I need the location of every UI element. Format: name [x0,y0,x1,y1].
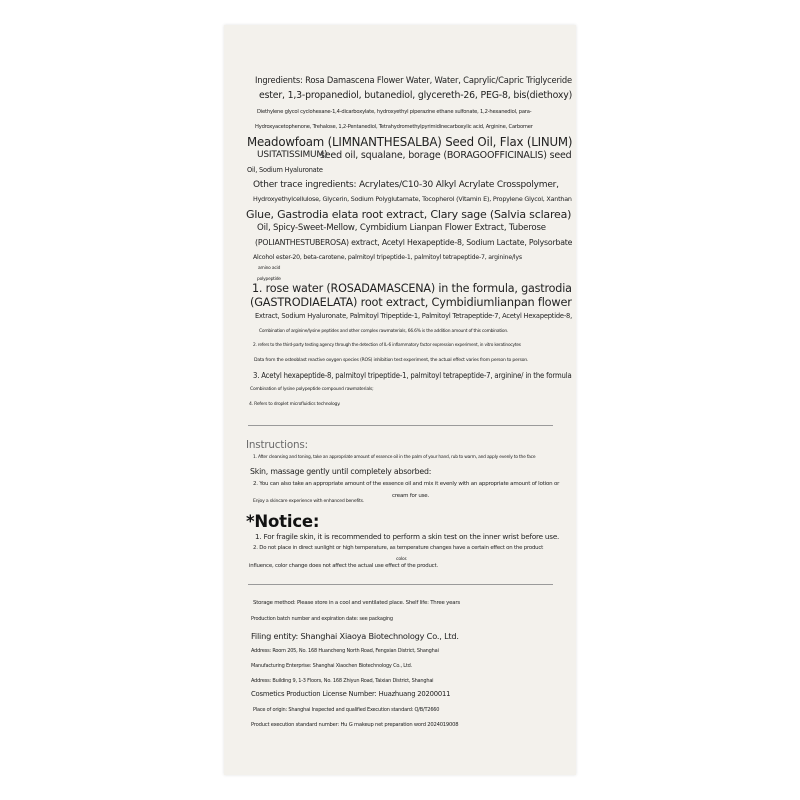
note-3-line-a: 3. Acetyl hexapeptide-8, palmitoyl tripeptide-1, palmitoyl tetrapeptide-7, arginine/ in the formula [253,371,572,380]
ingredients-line-4: Hydroxyacetophenone, Trehalose, 1,2-Pentanediol, Tetrahydromethylpyrimidinecarboxylic acid, Arginine, Carbomer [255,124,533,130]
ingredients-line-8: Other trace ingredients: Acrylates/C10-30 Alkyl Acrylate Crosspolymer, [253,180,559,190]
divider [248,584,553,585]
place-of-origin: Place of origin: Shanghai Inspected and qualified Execution standard: Q/B/T2660 [253,707,440,713]
ingredients-line-6a: USITATISSIMUM) [257,150,328,160]
instruction-2-line-b: cream for use. [392,493,430,499]
ingredients-line-2: ester, 1,3-propanediol, butanediol, glycereth-26, PEG-8, bis(diethoxy) [259,90,573,101]
ingredients-line-11: Oil, Spicy-Sweet-Mellow, Cymbidium Lianpan Flower Extract, Tuberose [257,223,546,233]
license-number: Cosmetics Production License Number: Huazhuang 20200011 [251,690,451,698]
ingredients-line-6b: seed oil, squalane, borage (BORAGOOFFICINALIS) seed [320,150,572,161]
instruction-2-line-a: 2. You can also take an appropriate amount of the essence oil and mix it evenly with an appropriate amount of lotion or [253,481,560,487]
ingredients-line-14: amino acid [258,266,281,271]
notice-3: influence, color change does not affect the actual use effect of the product. [249,563,438,569]
notice-1: 1. For fragile skin, it is recommended to perform a skin test on the inner wrist before use. [255,532,560,541]
filing-address: Address: Room 205, No. 168 Huancheng North Road, Fengxian District, Shanghai [251,648,439,654]
ingredients-line-3: Diethylene glycol cyclohexane-1,4-dicarboxylate, hydroxyethyl piperazine ethane sulfonate, 1,2-hexanediol, para- [257,109,532,115]
notice-2: 2. Do not place in direct sunlight or high temperature, as temperature changes have a certain effect on the product [253,545,544,551]
instruction-1-line-b: Skin, massage gently until completely absorbed: [250,467,432,476]
filing-entity: Filing entity: Shanghai Xiaoya Biotechnology Co., Ltd. [251,631,459,641]
notice-2-continued: color. [396,557,408,562]
note-1-line-d: Combination of arginine/lysine peptides and other complex rawmaterials, 66.6% is the addition amount of this combination. [259,329,509,334]
manufacturer-address: Address: Building 9, 1-3 Floors, No. 168 Zhiyun Road, Taixian District, Shanghai [251,678,434,684]
note-1-line-a: 1. rose water (ROSADAMASCENA) in the formula, gastrodia [252,281,572,295]
manufacturer: Manufacturing Enterprise: Shanghai Xiaochen Biotechnology Co., Ltd. [251,663,413,669]
execution-standard: Product execution standard number: Hu G makeup net preparation word 2024019008 [251,722,459,728]
note-4: 4. Refers to droplet microfluidics technology. [249,402,341,407]
instruction-2-line-c: Enjoy a skincare experience with enhanced benefits. [253,499,365,504]
ingredients-line-9: Hydroxyethylcellulose, Glycerin, Sodium Polyglutamate, Tocopherol (Vitamin E), Propylene Glycol, Xanthan [253,195,572,203]
batch-number: Production batch number and expiration date: see packaging [251,616,393,622]
ingredients-line-5: Meadowfoam (LIMNANTHESALBA) Seed Oil, Flax (LINUM) [247,135,573,149]
note-1-line-c: Extract, Sodium Hyaluronate, Palmitoyl Tripeptide-1, Palmitoyl Tetrapeptide-7, Acetyl Hexapeptide-8, [255,312,573,320]
ingredients-line-10: Glue, Gastrodia elata root extract, Clary sage (Salvia sclarea) [246,208,572,221]
ingredients-line-12: (POLIANTHESTUBEROSA) extract, Acetyl Hexapeptide-8, Sodium Lactate, Polysorbate [255,238,573,247]
instruction-1-line-a: 1. After cleansing and toning, take an appropriate amount of essence oil in the palm of your hand, rub to warm, and apply evenly to the face [253,455,536,460]
notice-heading: *Notice: [246,512,320,531]
ingredients-line-13: Alcohol ester-20, beta-carotene, palmitoyl tripeptide-1, palmitoyl tetrapeptide-7, arginine/lys [253,254,522,261]
ingredients-line-15: polypeptide [257,277,281,282]
product-label-card [224,25,576,775]
note-3-line-b: Combination of lysine polypeptide compound rawmaterials; [250,387,374,392]
storage-method: Storage method: Please store in a cool and ventilated place. Shelf life: Three years [253,600,461,606]
instructions-heading: Instructions: [246,439,308,451]
divider [248,425,553,426]
note-2-line-a: 2. refers to the third-party testing agency through the detection of IL-6 inflammatory factor expression experiment, in vitro keratinocytes [253,343,521,348]
note-1-line-b: (GASTRODIAELATA) root extract, Cymbidiumlianpan flower [250,295,572,309]
ingredients-line-7: Oil, Sodium Hyaluronate [247,166,323,174]
note-2-line-b: Data from the osteoblast reactive oxygen species (ROS) inhibition test experiment, the actual effect varies from person to person. [254,358,529,363]
ingredients-line-1: Ingredients: Rosa Damascena Flower Water, Water, Caprylic/Capric Triglyceride [255,76,572,86]
